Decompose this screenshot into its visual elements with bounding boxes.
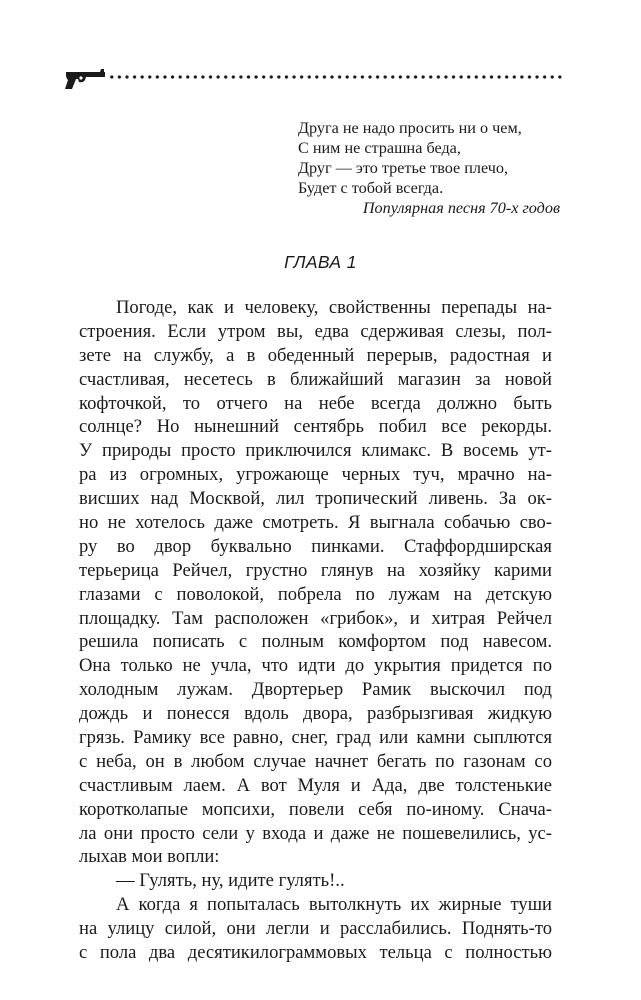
epigraph-line: С ним не страшна беда,	[298, 139, 461, 157]
text-line: терьерица Рейчел, грустно глянув на хозяйку карими	[79, 559, 552, 581]
text-line: счастливым лаем. А вот Муля и Ада, две толстенькие	[79, 774, 552, 796]
dotted-rule	[108, 75, 564, 79]
text-line: коротколапые мопсихи, повели себя по-иному. Снача-	[79, 798, 552, 820]
text-line: висших над Москвой, лил тропический ливень. За ок-	[79, 488, 552, 510]
chapter-body	[79, 296, 552, 965]
text-line: глазами с поволокой, побрела по лужам на детскую	[79, 583, 552, 605]
chapter-title: ГЛАВА 1	[284, 252, 357, 272]
text-line: солнце? Но нынешний сентябрь побил все рекорды.	[79, 416, 552, 438]
text-line: Погоде, как и человеку, свойственны перепады на-	[116, 297, 552, 318]
text-line: решила пописать с полным комфортом под навесом.	[79, 631, 552, 653]
text-line: строения. Если утром вы, едва сдерживая слезы, пол-	[79, 320, 552, 342]
text-line: площадку. Там расположен «грибок», и хитрая Рейчел	[79, 607, 552, 629]
epigraph	[298, 118, 560, 218]
text-line: лыхав мои вопли:	[79, 846, 220, 868]
epigraph-line: Друг — это третье твое плечо,	[298, 159, 509, 177]
text-line: А когда я попыталась вытолкнуть их жирные туши	[116, 894, 552, 916]
text-line: холодным лужам. Двортерьер Рамик выскочил под	[79, 679, 552, 701]
text-line: кофточкой, то отчего на небе всегда должно быть	[79, 392, 552, 414]
epigraph-line: Будет с тобой всегда.	[298, 179, 444, 197]
text-line: ла они просто сели у входа и даже не пошевелились, ус-	[79, 822, 552, 844]
text-line: — Гулять, ну, идите гулять!..	[116, 870, 345, 892]
text-line: ра из огромных, угрожающе черных туч, мрачно на-	[79, 464, 552, 486]
text-line: грязь. Рамику все равно, снег, град или камни сыплются	[79, 727, 552, 749]
header-ornament	[64, 62, 564, 92]
text-line: Она только не учла, что идти до укрытия придется по	[79, 655, 552, 677]
text-line: но не хотелось даже смотреть. Я выгнала собачью сво-	[79, 512, 552, 534]
text-line: на улицу силой, они легли и расслабились. Поднять-то	[79, 918, 552, 940]
text-line: с неба, он в любом случае начнет бегать по газонам со	[79, 750, 552, 772]
revolver-icon	[64, 66, 106, 92]
text-line: У природы просто приключился климакс. В восемь ут-	[79, 440, 552, 462]
text-line: дождь и понесся вдоль двора, разбрызгивая жидкую	[79, 703, 552, 725]
text-line: ру во двор буквально пинками. Стаффордширская	[79, 535, 552, 557]
epigraph-source: Популярная песня 70-х годов	[362, 199, 560, 217]
text-line: с пола два десятикилограммовых тельца с полностью	[79, 942, 552, 964]
text-line: счастливая, несетесь в ближайший магазин за новой	[79, 368, 552, 390]
epigraph-line: Друга не надо просить ни о чем,	[298, 119, 522, 137]
text-line: зете на службу, а в обеденный перерыв, радостная и	[79, 344, 552, 366]
